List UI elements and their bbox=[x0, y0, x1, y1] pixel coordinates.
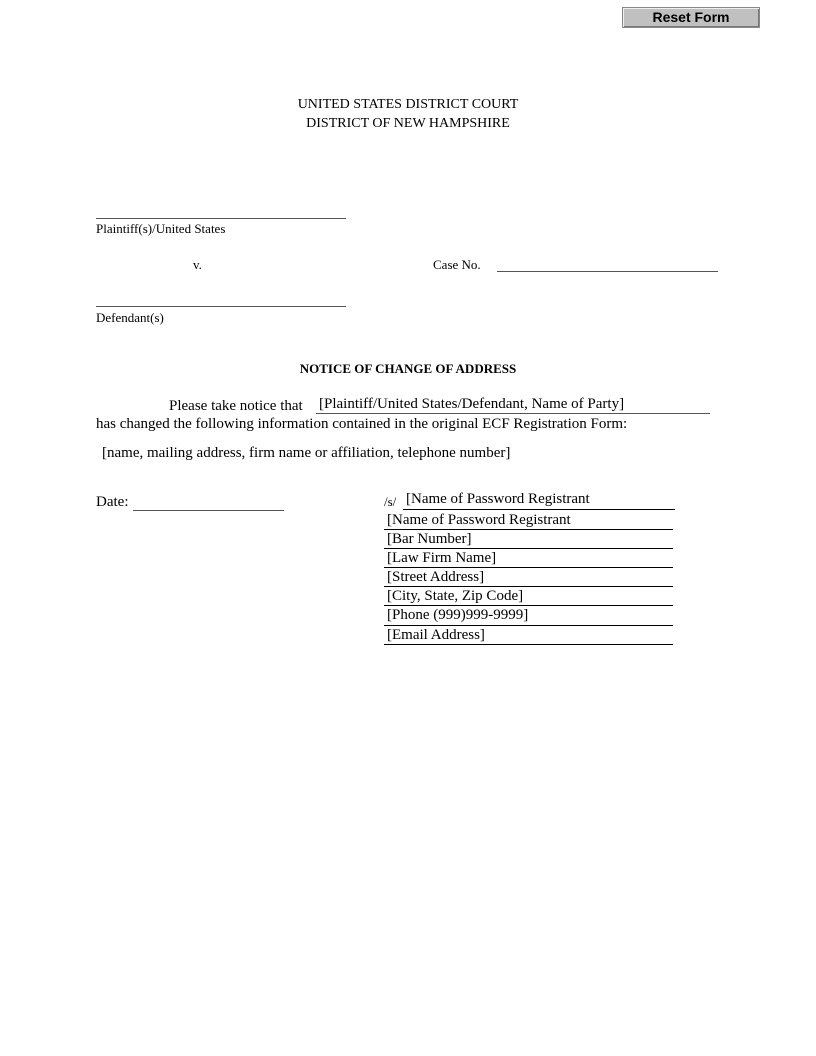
court-name: UNITED STATES DISTRICT COURT bbox=[297, 97, 519, 112]
registrant-name-field[interactable]: [Name of Password Registrant bbox=[384, 511, 673, 530]
s-label: /s/ bbox=[384, 494, 397, 509]
defendant-line[interactable] bbox=[96, 306, 346, 307]
intro-text: Please take notice that bbox=[169, 398, 303, 414]
document-title: NOTICE OF CHANGE OF ADDRESS bbox=[299, 361, 517, 376]
signature-field[interactable]: [Name of Password Registrant bbox=[403, 490, 675, 510]
defendant-label: Defendant(s) bbox=[96, 310, 164, 325]
plaintiff-label: Plaintiff(s)/United States bbox=[96, 221, 226, 236]
reset-form-button[interactable]: Reset Form bbox=[622, 7, 760, 28]
case-no-field[interactable] bbox=[497, 254, 718, 272]
district-name: DISTRICT OF NEW HAMPSHIRE bbox=[306, 116, 510, 131]
phone-field[interactable]: [Phone (999)999-9999] bbox=[384, 606, 673, 626]
city-state-zip-field[interactable]: [City, State, Zip Code] bbox=[384, 587, 673, 606]
bar-number-field[interactable]: [Bar Number] bbox=[384, 530, 673, 549]
body-line-2: has changed the following information contained in the original ECF Registration Form: bbox=[96, 416, 628, 432]
email-field[interactable]: [Email Address] bbox=[384, 626, 673, 645]
street-address-field[interactable]: [Street Address] bbox=[384, 568, 673, 587]
party-name-field[interactable]: [Plaintiff/United States/Defendant, Name of Party] bbox=[316, 395, 710, 414]
date-label: Date: bbox=[96, 494, 129, 510]
date-field[interactable] bbox=[133, 493, 284, 511]
case-no-label: Case No. bbox=[433, 257, 481, 272]
plaintiff-line[interactable] bbox=[96, 218, 346, 219]
changed-info-field[interactable]: [name, mailing address, firm name or affiliation, telephone number] bbox=[102, 445, 511, 461]
law-firm-field[interactable]: [Law Firm Name] bbox=[384, 549, 673, 568]
versus-label: v. bbox=[193, 257, 202, 272]
